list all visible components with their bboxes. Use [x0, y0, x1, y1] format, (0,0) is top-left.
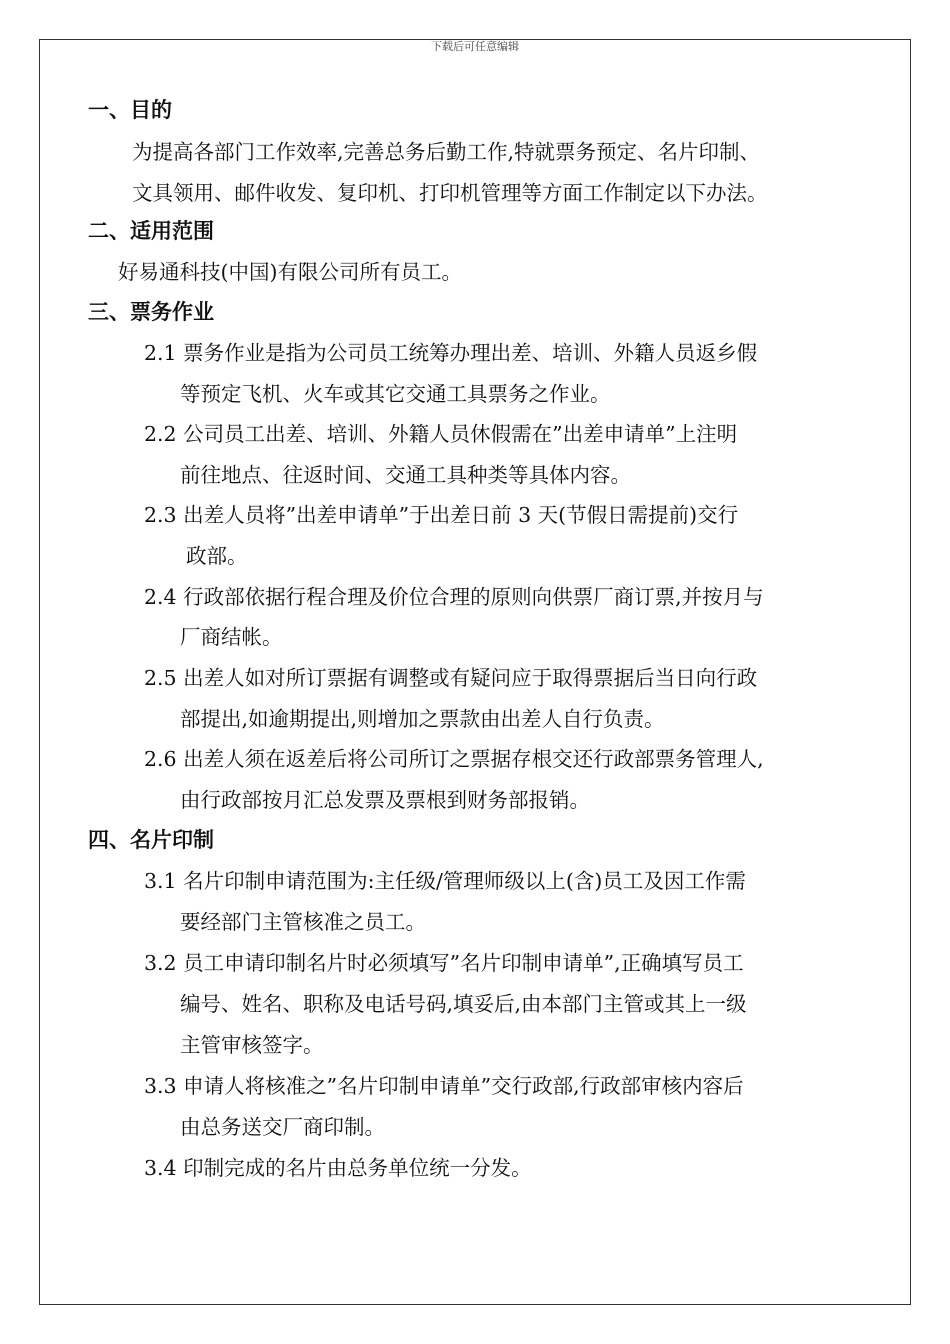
- section-3-title: 三、票务作业: [88, 300, 214, 324]
- header-note: 下载后可任意编辑: [431, 40, 519, 53]
- item-2-5-line-1: 2.5 出差人如对所订票据有调整或有疑问应于取得票据后当日向行政: [144, 666, 758, 690]
- section-4-title: 四、名片印制: [88, 828, 214, 852]
- item-2-5-line-2: 部提出,如逾期提出,则增加之票款由出差人自行负责。: [180, 707, 665, 731]
- item-2-3-line-2: 政部。: [186, 544, 248, 568]
- item-2-4-line-1: 2.4 行政部依据行程合理及价位合理的原则向供票厂商订票,并按月与: [144, 585, 764, 609]
- item-3-2-line-2: 编号、姓名、职称及电话号码,填妥后,由本部门主管或其上一级: [180, 992, 747, 1016]
- item-2-6-line-1: 2.6 出差人须在返差后将公司所订之票据存根交还行政部票务管理人,: [144, 747, 764, 771]
- item-3-4-line-1: 3.4 印制完成的名片由总务单位统一分发。: [144, 1156, 532, 1180]
- item-2-1-line-2: 等预定飞机、火车或其它交通工具票务之作业。: [180, 382, 611, 406]
- section-1-line-2: 文具领用、邮件收发、复印机、打印机管理等方面工作制定以下办法。: [132, 181, 768, 205]
- item-3-1-line-1: 3.1 名片印制申请范围为:主任级/管理师级以上(含)员工及因工作需: [144, 869, 746, 893]
- item-2-1-line-1: 2.1 票务作业是指为公司员工统筹办理出差、培训、外籍人员返乡假: [144, 341, 758, 365]
- section-2-line-1: 好易通科技(中国)有限公司所有员工。: [118, 260, 462, 284]
- item-3-2-line-1: 3.2 员工申请印制名片时必须填写”名片印制申请单”,正确填写员工: [144, 951, 744, 975]
- section-1-line-1: 为提高各部门工作效率,完善总务后勤工作,特就票务预定、名片印制、: [132, 140, 761, 164]
- item-3-3-line-2: 由总务送交厂商印制。: [180, 1115, 385, 1139]
- item-2-6-line-2: 由行政部按月汇总发票及票根到财务部报销。: [180, 788, 590, 812]
- item-2-2-line-1: 2.2 公司员工出差、培训、外籍人员休假需在”出差申请单”上注明: [144, 422, 738, 446]
- item-2-2-line-2: 前往地点、往返时间、交通工具种类等具体内容。: [180, 463, 631, 487]
- item-3-1-line-2: 要经部门主管核准之员工。: [180, 910, 426, 934]
- item-2-4-line-2: 厂商结帐。: [180, 625, 283, 649]
- section-1-title: 一、目的: [88, 98, 172, 122]
- item-3-2-line-3: 主管审核签字。: [180, 1033, 324, 1057]
- item-2-3-line-1: 2.3 出差人员将”出差申请单”于出差日前 3 天(节假日需提前)交行: [144, 503, 739, 527]
- section-2-title: 二、适用范围: [88, 219, 214, 243]
- item-3-3-line-1: 3.3 申请人将核准之”名片印制申请单”交行政部,行政部审核内容后: [144, 1074, 744, 1098]
